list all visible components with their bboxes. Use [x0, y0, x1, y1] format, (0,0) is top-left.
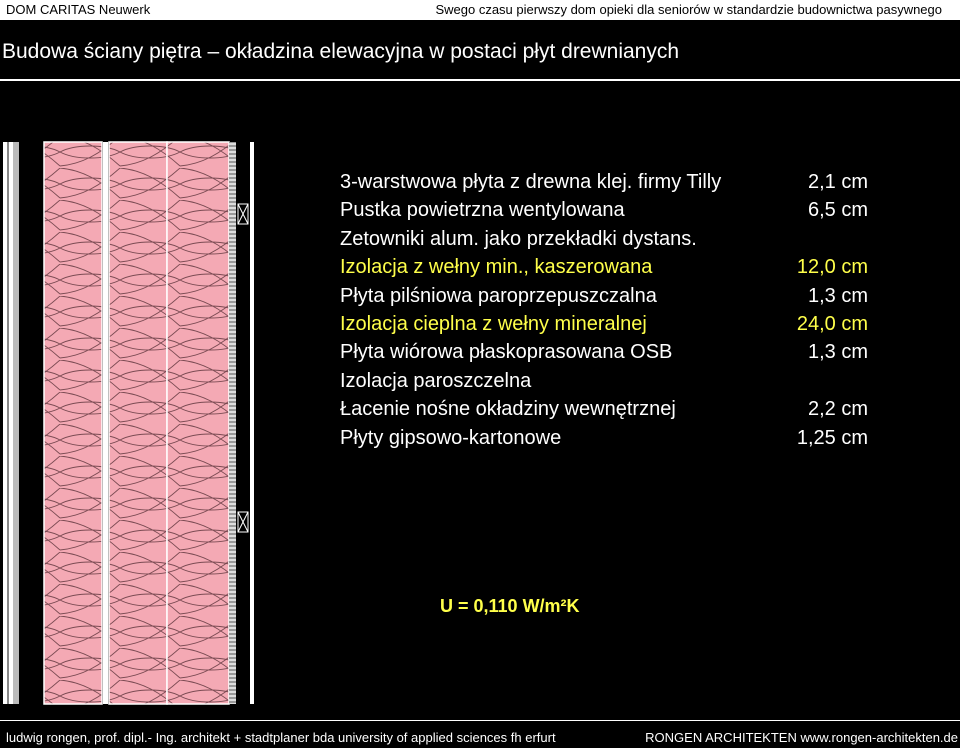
ventilated-air-gap	[238, 204, 248, 532]
header-left-text: DOM CARITAS Neuwerk	[6, 2, 151, 17]
mineral-wool-insulation-outer-b	[167, 142, 229, 704]
layer-thickness: 1,25 cm	[796, 426, 868, 449]
header-right-text: Swego czasu pierwszy dom opieki dla seniorów w standardzie budownictwa pasywnego	[435, 2, 942, 17]
layer-thickness: 24,0 cm	[796, 312, 868, 335]
layer-name: 3-warstwowa płyta z drewna klej. firmy Tilly	[340, 171, 722, 193]
timber-cladding-layer	[250, 142, 254, 704]
layer-name: Płyty gipsowo-kartonowe	[340, 426, 562, 449]
layer-row	[340, 253, 868, 281]
layer-row	[340, 395, 868, 423]
layer-name: Zetowniki alum. jako przekładki dystans.	[340, 227, 697, 250]
layer-row	[340, 310, 868, 338]
u-value-label: U = 0,110 W/m²K	[440, 596, 580, 616]
layer-name: Izolacja paroszczelna	[340, 369, 532, 392]
layer-name: Łacenie nośne okładziny wewnętrznej	[340, 398, 676, 421]
footer-right-text: RONGEN ARCHITEKTEN www.rongen-architekten.de	[645, 730, 958, 745]
layer-row	[340, 168, 868, 196]
layer-row	[340, 282, 868, 310]
layer-name: Izolacja z wełny min., kaszerowana	[340, 256, 653, 279]
layer-thickness: 6,5 cm	[807, 199, 868, 222]
aluminum-z-spacer-layer	[229, 142, 236, 704]
header-bar	[0, 0, 960, 20]
layer-row	[340, 338, 868, 366]
layer-row	[340, 225, 868, 253]
layer-row	[340, 196, 868, 224]
fibreboard-layer	[103, 142, 108, 704]
layer-thickness: 2,2 cm	[807, 398, 868, 421]
footer-left-text: ludwig rongen, prof. dipl.- Ing. architekt + stadtplaner bda university of applied sciences fh erfurt	[6, 730, 556, 745]
layer-thickness: 1,3 cm	[807, 341, 868, 364]
footer-bar	[0, 720, 960, 748]
layer-row	[340, 424, 868, 452]
gypsum-board-layer	[3, 142, 7, 704]
mineral-wool-insulation-outer-a	[109, 142, 167, 704]
osb-board-layer	[13, 142, 19, 704]
layer-row	[340, 367, 868, 395]
layer-thickness: 2,1 cm	[807, 171, 868, 193]
mineral-wool-insulation-main	[44, 142, 102, 704]
layer-thickness: 1,3 cm	[807, 284, 868, 307]
layer-name: Płyta wiórowa płaskoprasowana OSB	[340, 341, 673, 364]
layer-name: Pustka powietrzna wentylowana	[340, 199, 625, 222]
layer-thickness: 12,0 cm	[796, 256, 868, 279]
layer-name: Izolacja cieplna z wełny mineralnej	[340, 312, 647, 335]
page-title: Budowa ściany piętra – okładzina elewacyjna w postaci płyt drewnianych	[2, 40, 680, 63]
wall-section-drawing	[0, 136, 260, 710]
layer-name: Płyta pilśniowa paroprzepuszczalna	[340, 284, 657, 307]
title-divider	[0, 79, 960, 81]
inner-batten-layer	[9, 142, 13, 704]
layer-legend	[340, 168, 868, 452]
